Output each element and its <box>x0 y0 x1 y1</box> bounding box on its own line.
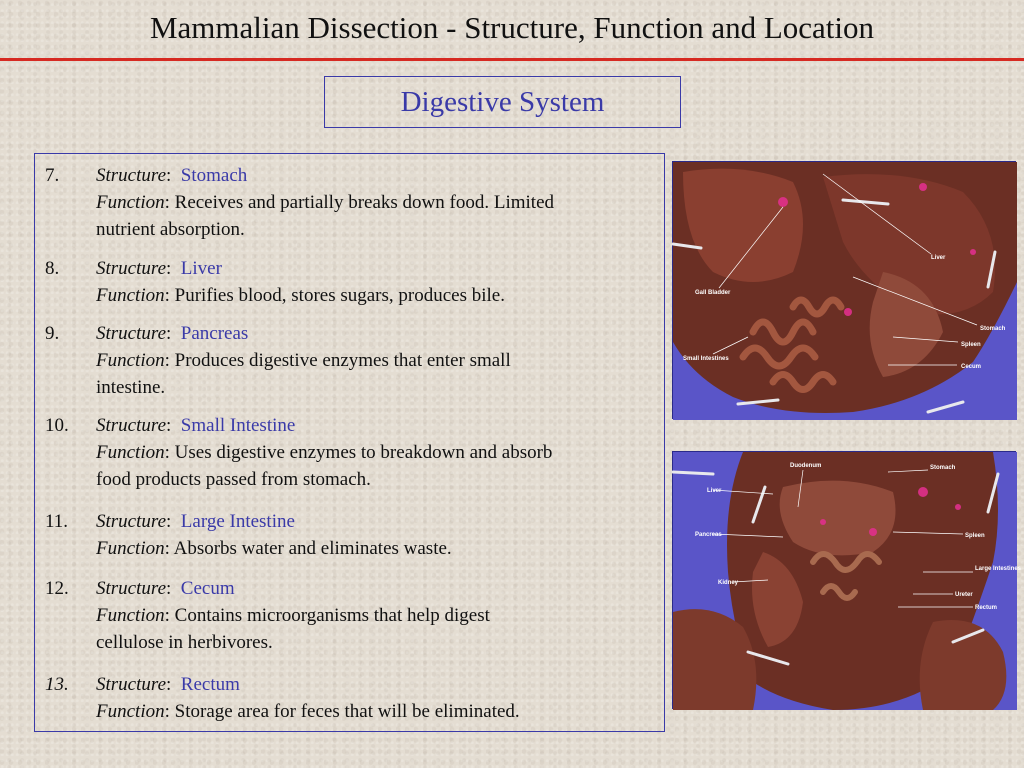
structure-label: Structure <box>96 165 167 186</box>
structure-name: Rectum <box>180 674 240 695</box>
function-text: Purifies blood, stores sugars, produces bile. <box>169 285 505 306</box>
function-text: Contains microorganisms that help digest <box>169 605 490 626</box>
structure-label: Structure <box>96 578 167 599</box>
photo-label: Rectum <box>975 605 998 611</box>
function-text: Absorbs water and eliminates waste. <box>169 538 452 559</box>
function-text: Storage area for feces that will be eliminated. <box>169 701 520 722</box>
section-heading: Digestive System <box>400 86 605 118</box>
item-number: 11. <box>45 511 69 532</box>
function-label: Function <box>96 605 165 626</box>
list-item: 11. Structure: Large Intestine Function: Absorbs water and eliminates waste. <box>45 508 655 562</box>
list-item: 13. Structure: Rectum Function: Storage area for feces that will be eliminated. <box>45 671 655 725</box>
list-item: 9. Structure: Pancreas Function: Produces digestive enzymes that enter small intestine. <box>45 320 655 401</box>
photo-label: Duodenum <box>790 463 822 469</box>
photo-label: Liver <box>931 255 946 261</box>
item-number: 13. <box>45 674 69 695</box>
function-label: Function <box>96 350 165 371</box>
item-number: 12. <box>45 578 69 599</box>
function-label: Function <box>96 442 165 463</box>
photo-label: Small Intestines <box>683 356 729 362</box>
organ-list-box <box>34 153 665 732</box>
function-label: Function <box>96 538 165 559</box>
structure-name: Large Intestine <box>180 511 295 532</box>
item-number: 9. <box>45 323 60 344</box>
photo-label: Spleen <box>961 342 981 348</box>
structure-name: Pancreas <box>180 323 249 344</box>
dissection-image <box>673 452 1022 710</box>
dissection-photo-upper <box>672 161 1016 419</box>
function-text: intestine. <box>96 377 166 398</box>
photo-label: Cecum <box>961 364 982 370</box>
structure-label: Structure <box>96 323 167 344</box>
structure-name: Small Intestine <box>180 415 296 436</box>
function-text: Produces digestive enzymes that enter small <box>169 350 511 371</box>
title-divider <box>0 58 1024 61</box>
item-number: 7. <box>45 165 60 186</box>
item-number: 10. <box>45 415 69 436</box>
function-text: Uses digestive enzymes to breakdown and absorb <box>169 442 553 463</box>
photo-label: Stomach <box>980 326 1006 332</box>
structure-name: Liver <box>180 258 222 279</box>
dissection-photo-lower <box>672 451 1022 709</box>
list-item: 12. Structure: Cecum Function: Contains microorganisms that help digest cellulose in herbivores. <box>45 575 655 656</box>
photo-label: Gall Bladder <box>695 290 731 296</box>
structure-label: Structure <box>96 511 167 532</box>
function-text: food products passed from stomach. <box>96 469 371 490</box>
list-item: 10. Structure: Small Intestine Function: Uses digestive enzymes to breakdown and absorb food products passed from stomach. <box>45 412 655 493</box>
item-number: 8. <box>45 258 60 279</box>
function-text: Receives and partially breaks down food. Limited <box>174 192 555 213</box>
structure-label: Structure <box>96 415 167 436</box>
photo-label: Stomach <box>930 465 956 471</box>
photo-label: Liver <box>707 488 722 494</box>
function-label: Function <box>96 285 165 306</box>
structure-label: Structure <box>96 674 167 695</box>
function-text: nutrient absorption. <box>96 219 245 240</box>
structure-label: Structure <box>96 258 167 279</box>
function-text: cellulose in herbivores. <box>96 632 273 653</box>
list-item: 8. Structure: Liver Function: Purifies blood, stores sugars, produces bile. <box>45 255 655 309</box>
photo-label: Pancreas <box>695 532 722 538</box>
function-label: Function <box>96 701 165 722</box>
slide-title: Mammalian Dissection - Structure, Function and Location <box>149 10 875 45</box>
photo-label: Kidney <box>718 580 739 586</box>
structure-name: Cecum <box>180 578 235 599</box>
photo-label: Spleen <box>965 533 985 539</box>
list-item: 7. Structure: Stomach Function: Receives and partially breaks down food. Limited nutrient absorption. <box>45 162 655 243</box>
structure-name: Stomach <box>180 165 248 186</box>
dissection-image <box>673 162 1017 420</box>
section-heading-box <box>324 76 681 128</box>
photo-label: Large Intestines <box>975 566 1022 572</box>
function-label: Function <box>96 192 165 213</box>
photo-label: Ureter <box>955 592 973 598</box>
